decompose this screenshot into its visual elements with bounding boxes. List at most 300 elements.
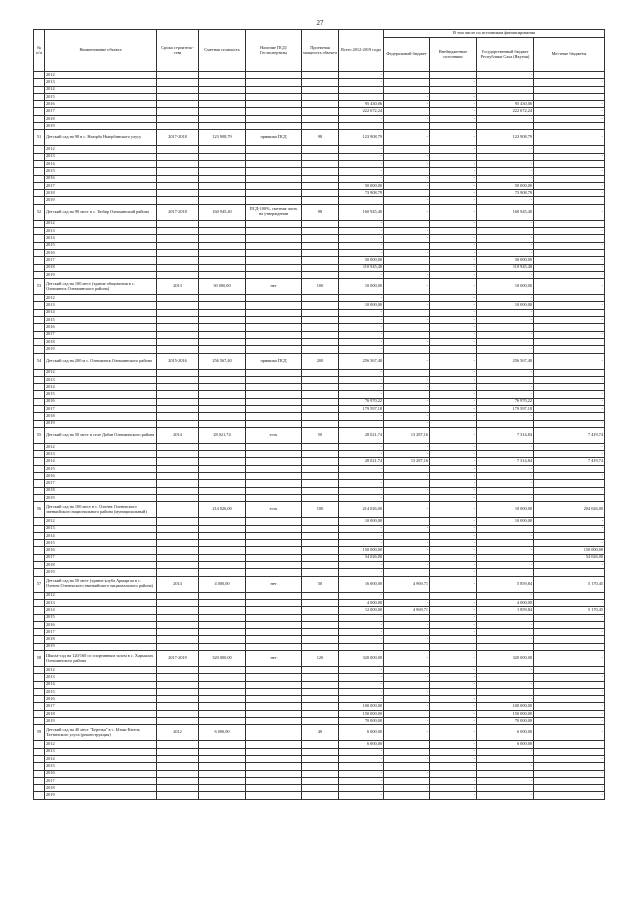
local-value: -	[534, 242, 605, 249]
design-capacity	[302, 562, 339, 569]
federal-value	[384, 614, 430, 621]
estimated-cost: 123 908,79	[199, 130, 246, 146]
estimated-cost	[199, 755, 246, 762]
federal-value: -	[384, 235, 430, 242]
federal-value	[384, 86, 430, 93]
total-value: 73 908,79	[339, 190, 384, 197]
row-number	[34, 331, 45, 338]
construction-period	[157, 168, 199, 175]
local-value: -	[534, 353, 605, 369]
year-label: 2014	[45, 607, 157, 614]
estimated-cost	[199, 384, 246, 391]
construction-period	[157, 346, 199, 353]
state-value: -	[477, 220, 534, 227]
local-value	[534, 93, 605, 100]
total-value: -	[339, 271, 384, 278]
year-label: 2019	[45, 494, 157, 501]
construction-period	[157, 317, 199, 324]
design-capacity	[302, 443, 339, 450]
state-value	[477, 420, 534, 427]
row-number	[34, 338, 45, 345]
state-value: -	[477, 160, 534, 167]
estimated-cost: 6 000,00	[199, 725, 246, 741]
construction-period	[157, 667, 199, 674]
federal-value: -	[384, 182, 430, 189]
federal-value	[384, 123, 430, 130]
state-value: -	[477, 480, 534, 487]
extra-value: -	[430, 93, 477, 100]
year-row	[34, 465, 605, 472]
construction-period	[157, 792, 199, 799]
design-capacity	[302, 369, 339, 376]
psd-status	[246, 777, 302, 784]
estimated-cost	[199, 703, 246, 710]
year-row	[34, 101, 605, 108]
state-value	[477, 785, 534, 792]
year-label: 2012	[45, 369, 157, 376]
year-label: 2014	[45, 755, 157, 762]
design-capacity	[302, 93, 339, 100]
state-value: 70 000,00	[477, 718, 534, 725]
year-label: 2019	[45, 643, 157, 650]
psd-status	[246, 346, 302, 353]
federal-value: -	[384, 599, 430, 606]
year-row	[34, 228, 605, 235]
object-name: Детский сад на 200 м с. Олекминск Олекминского района	[45, 353, 157, 369]
federal-value: -	[384, 688, 430, 695]
state-value	[477, 153, 534, 160]
state-value: -	[477, 331, 534, 338]
year-row	[34, 443, 605, 450]
extra-value: -	[430, 324, 477, 331]
total-value: -	[339, 160, 384, 167]
year-label: 2013	[45, 153, 157, 160]
design-capacity	[302, 175, 339, 182]
estimated-cost	[199, 182, 246, 189]
estimated-cost	[199, 629, 246, 636]
design-capacity	[302, 569, 339, 576]
state-value: -	[477, 115, 534, 122]
state-value: 10 000,00	[477, 502, 534, 518]
design-capacity	[302, 763, 339, 770]
year-label: 2016	[45, 696, 157, 703]
extra-value: -	[430, 376, 477, 383]
federal-value	[384, 331, 430, 338]
year-row	[34, 86, 605, 93]
local-value: -	[534, 651, 605, 667]
psd-status	[246, 792, 302, 799]
year-label: 2014	[45, 681, 157, 688]
total-value: -	[339, 592, 384, 599]
total-value: -	[339, 792, 384, 799]
extra-value: -	[430, 405, 477, 412]
design-capacity	[302, 324, 339, 331]
total-value: -	[339, 785, 384, 792]
design-capacity	[302, 108, 339, 115]
construction-period	[157, 242, 199, 249]
construction-period	[157, 703, 199, 710]
psd-status	[246, 667, 302, 674]
construction-period	[157, 369, 199, 376]
state-value	[477, 123, 534, 130]
year-row	[34, 160, 605, 167]
row-number	[34, 614, 45, 621]
design-capacity	[302, 235, 339, 242]
page-number: 27	[316, 19, 324, 27]
design-capacity	[302, 518, 339, 525]
year-label: 2016	[45, 175, 157, 182]
year-row	[34, 153, 605, 160]
federal-value	[384, 465, 430, 472]
row-number	[34, 220, 45, 227]
design-capacity	[302, 458, 339, 465]
estimated-cost	[199, 487, 246, 494]
state-value	[477, 79, 534, 86]
design-capacity	[302, 487, 339, 494]
year-row	[34, 710, 605, 717]
extra-value: -	[430, 302, 477, 309]
estimated-cost	[199, 317, 246, 324]
local-value	[534, 324, 605, 331]
year-row	[34, 384, 605, 391]
object-name: Детский сад на 40 мест "Березка" в с. Ытык-Кюель Таттинского улуса (реконструкция)	[45, 725, 157, 741]
row-number	[34, 115, 45, 122]
estimated-cost	[199, 554, 246, 561]
year-label: 2017	[45, 108, 157, 115]
extra-value: -	[430, 79, 477, 86]
state-value: 10 000,00	[477, 302, 534, 309]
object-name: Детский сад на 50 мест (здание клуба Арыаргаа в с. Оленек Оленекского эвенкийского национального района)	[45, 576, 157, 592]
local-value: -	[534, 770, 605, 777]
construction-period	[157, 592, 199, 599]
psd-status	[246, 168, 302, 175]
year-row	[34, 696, 605, 703]
design-capacity	[302, 264, 339, 271]
investment-table	[33, 29, 605, 800]
federal-value: -	[384, 718, 430, 725]
year-row	[34, 398, 605, 405]
estimated-cost	[199, 473, 246, 480]
extra-value: -	[430, 353, 477, 369]
psd-status	[246, 569, 302, 576]
construction-period	[157, 458, 199, 465]
year-row	[34, 607, 605, 614]
federal-value	[384, 569, 430, 576]
construction-period	[157, 718, 199, 725]
federal-value: -	[384, 651, 430, 667]
design-capacity	[302, 190, 339, 197]
year-row	[34, 674, 605, 681]
year-label: 2015	[45, 763, 157, 770]
year-row	[34, 271, 605, 278]
local-value	[534, 569, 605, 576]
total-value: -	[339, 309, 384, 316]
estimated-cost: 160 945,40	[199, 204, 246, 220]
year-label: 2013	[45, 748, 157, 755]
state-value: -	[477, 295, 534, 302]
local-value: -	[534, 703, 605, 710]
federal-value: -	[384, 279, 430, 295]
psd-status	[246, 249, 302, 256]
construction-period	[157, 465, 199, 472]
federal-value	[384, 777, 430, 784]
row-number	[34, 703, 45, 710]
psd-status	[246, 101, 302, 108]
state-value: -	[477, 168, 534, 175]
federal-value	[384, 748, 430, 755]
total-value: -	[339, 153, 384, 160]
federal-value: -	[384, 101, 430, 108]
local-value: -	[534, 168, 605, 175]
extra-value: -	[430, 182, 477, 189]
estimated-cost	[199, 249, 246, 256]
total-value: 4 000,00	[339, 599, 384, 606]
estimated-cost	[199, 763, 246, 770]
year-row	[34, 123, 605, 130]
header-psd: Наличие ПСД/ Госэкспертизы	[246, 30, 302, 72]
local-value: 54 026,00	[534, 554, 605, 561]
state-value	[477, 688, 534, 695]
total-value	[339, 420, 384, 427]
year-row	[34, 592, 605, 599]
total-value	[339, 643, 384, 650]
psd-status	[246, 220, 302, 227]
local-value: 7 419,74	[534, 427, 605, 443]
federal-value: -	[384, 770, 430, 777]
federal-value: -	[384, 525, 430, 532]
psd-status	[246, 146, 302, 153]
total-value: -	[339, 317, 384, 324]
extra-value: -	[430, 540, 477, 547]
estimated-cost	[199, 309, 246, 316]
estimated-cost	[199, 607, 246, 614]
psd-status	[246, 547, 302, 554]
object-row	[34, 725, 605, 741]
row-number	[34, 562, 45, 569]
estimated-cost	[199, 331, 246, 338]
state-value: 50 000,00	[477, 257, 534, 264]
year-label: 2018	[45, 190, 157, 197]
local-value	[534, 384, 605, 391]
row-number	[34, 696, 45, 703]
row-number	[34, 249, 45, 256]
extra-value	[430, 72, 477, 79]
construction-period	[157, 607, 199, 614]
psd-status: привязка ПСД	[246, 353, 302, 369]
psd-status	[246, 317, 302, 324]
year-label: 2013	[45, 599, 157, 606]
year-row	[34, 168, 605, 175]
state-value: -	[477, 443, 534, 450]
psd-status	[246, 324, 302, 331]
total-value: -	[339, 777, 384, 784]
design-capacity	[302, 755, 339, 762]
psd-status: есть	[246, 502, 302, 518]
local-value: -	[534, 279, 605, 295]
year-label: 2014	[45, 86, 157, 93]
total-value: -	[339, 614, 384, 621]
psd-status	[246, 391, 302, 398]
total-value: -	[339, 115, 384, 122]
construction-period	[157, 324, 199, 331]
local-value	[534, 146, 605, 153]
construction-period	[157, 302, 199, 309]
row-number	[34, 346, 45, 353]
extra-value: -	[430, 718, 477, 725]
federal-value: -	[384, 93, 430, 100]
design-capacity: 50	[302, 576, 339, 592]
state-value: -	[477, 72, 534, 79]
total-value: -	[339, 369, 384, 376]
row-number	[34, 763, 45, 770]
psd-status	[246, 443, 302, 450]
design-capacity	[302, 710, 339, 717]
federal-value	[384, 346, 430, 353]
estimated-cost	[199, 451, 246, 458]
year-label: 2013	[45, 451, 157, 458]
total-value: 50 000,00	[339, 182, 384, 189]
extra-value: -	[430, 494, 477, 501]
federal-value	[384, 72, 430, 79]
construction-period	[157, 763, 199, 770]
federal-value: -	[384, 115, 430, 122]
extra-value: -	[430, 398, 477, 405]
extra-value: -	[430, 317, 477, 324]
extra-value: -	[430, 204, 477, 220]
extra-value: -	[430, 576, 477, 592]
year-label: 2012	[45, 146, 157, 153]
year-label: 2019	[45, 123, 157, 130]
extra-value: -	[430, 651, 477, 667]
estimated-cost	[199, 748, 246, 755]
psd-status	[246, 518, 302, 525]
extra-value: -	[430, 532, 477, 539]
total-value: 110 945,40	[339, 264, 384, 271]
estimated-cost	[199, 271, 246, 278]
construction-period	[157, 562, 199, 569]
construction-period	[157, 420, 199, 427]
year-label: 2016	[45, 621, 157, 628]
local-value: -	[534, 391, 605, 398]
estimated-cost	[199, 146, 246, 153]
year-row	[34, 338, 605, 345]
psd-status	[246, 420, 302, 427]
total-value: 95 430,06	[339, 101, 384, 108]
local-value: -	[534, 540, 605, 547]
design-capacity	[302, 748, 339, 755]
year-row	[34, 688, 605, 695]
design-capacity	[302, 554, 339, 561]
estimated-cost	[199, 458, 246, 465]
total-value: -	[339, 621, 384, 628]
year-row	[34, 777, 605, 784]
row-number	[34, 643, 45, 650]
federal-value: 13 287,16	[384, 458, 430, 465]
federal-value	[384, 324, 430, 331]
local-value: -	[534, 317, 605, 324]
federal-value: -	[384, 302, 430, 309]
design-capacity: 100	[302, 502, 339, 518]
federal-value: 4 969,71	[384, 607, 430, 614]
local-value	[534, 636, 605, 643]
local-value: 150 000,00	[534, 547, 605, 554]
total-value: 150 000,00	[339, 547, 384, 554]
year-row	[34, 346, 605, 353]
estimated-cost	[199, 338, 246, 345]
total-value: 12 000,00	[339, 607, 384, 614]
row-number: 58	[34, 651, 45, 667]
extra-value: -	[430, 518, 477, 525]
psd-status	[246, 160, 302, 167]
local-value: -	[534, 302, 605, 309]
year-label: 2019	[45, 420, 157, 427]
state-value: -	[477, 494, 534, 501]
psd-status	[246, 681, 302, 688]
federal-value	[384, 681, 430, 688]
local-value	[534, 696, 605, 703]
row-number	[34, 257, 45, 264]
year-label: 2012	[45, 518, 157, 525]
total-value: 28 021,74	[339, 427, 384, 443]
psd-status	[246, 554, 302, 561]
federal-value: -	[384, 338, 430, 345]
state-value	[477, 487, 534, 494]
state-value: 10 000,00	[477, 518, 534, 525]
construction-period	[157, 257, 199, 264]
year-label: 2018	[45, 636, 157, 643]
state-value: 160 945,40	[477, 204, 534, 220]
construction-period	[157, 480, 199, 487]
state-value: -	[477, 696, 534, 703]
estimated-cost	[199, 792, 246, 799]
year-label: 2012	[45, 592, 157, 599]
state-value: -	[477, 777, 534, 784]
estimated-cost	[199, 242, 246, 249]
design-capacity	[302, 420, 339, 427]
design-capacity	[302, 494, 339, 501]
federal-value	[384, 242, 430, 249]
federal-value	[384, 667, 430, 674]
federal-value	[384, 369, 430, 376]
state-value: 7 314,84	[477, 458, 534, 465]
year-label: 2017	[45, 629, 157, 636]
design-capacity	[302, 115, 339, 122]
extra-value: -	[430, 235, 477, 242]
estimated-cost	[199, 688, 246, 695]
construction-period	[157, 146, 199, 153]
year-row	[34, 309, 605, 316]
total-value: -	[339, 79, 384, 86]
construction-period	[157, 770, 199, 777]
row-number	[34, 480, 45, 487]
local-value: -	[534, 443, 605, 450]
construction-period	[157, 331, 199, 338]
estimated-cost	[199, 443, 246, 450]
local-value	[534, 123, 605, 130]
year-row	[34, 718, 605, 725]
year-label: 2012	[45, 295, 157, 302]
psd-status	[246, 190, 302, 197]
federal-value: -	[384, 353, 430, 369]
year-label: 2016	[45, 101, 157, 108]
federal-value	[384, 220, 430, 227]
year-label: 2019	[45, 718, 157, 725]
row-number	[34, 420, 45, 427]
extra-value	[430, 770, 477, 777]
year-label: 2015	[45, 168, 157, 175]
design-capacity	[302, 674, 339, 681]
construction-period: 2017-2018	[157, 204, 199, 220]
